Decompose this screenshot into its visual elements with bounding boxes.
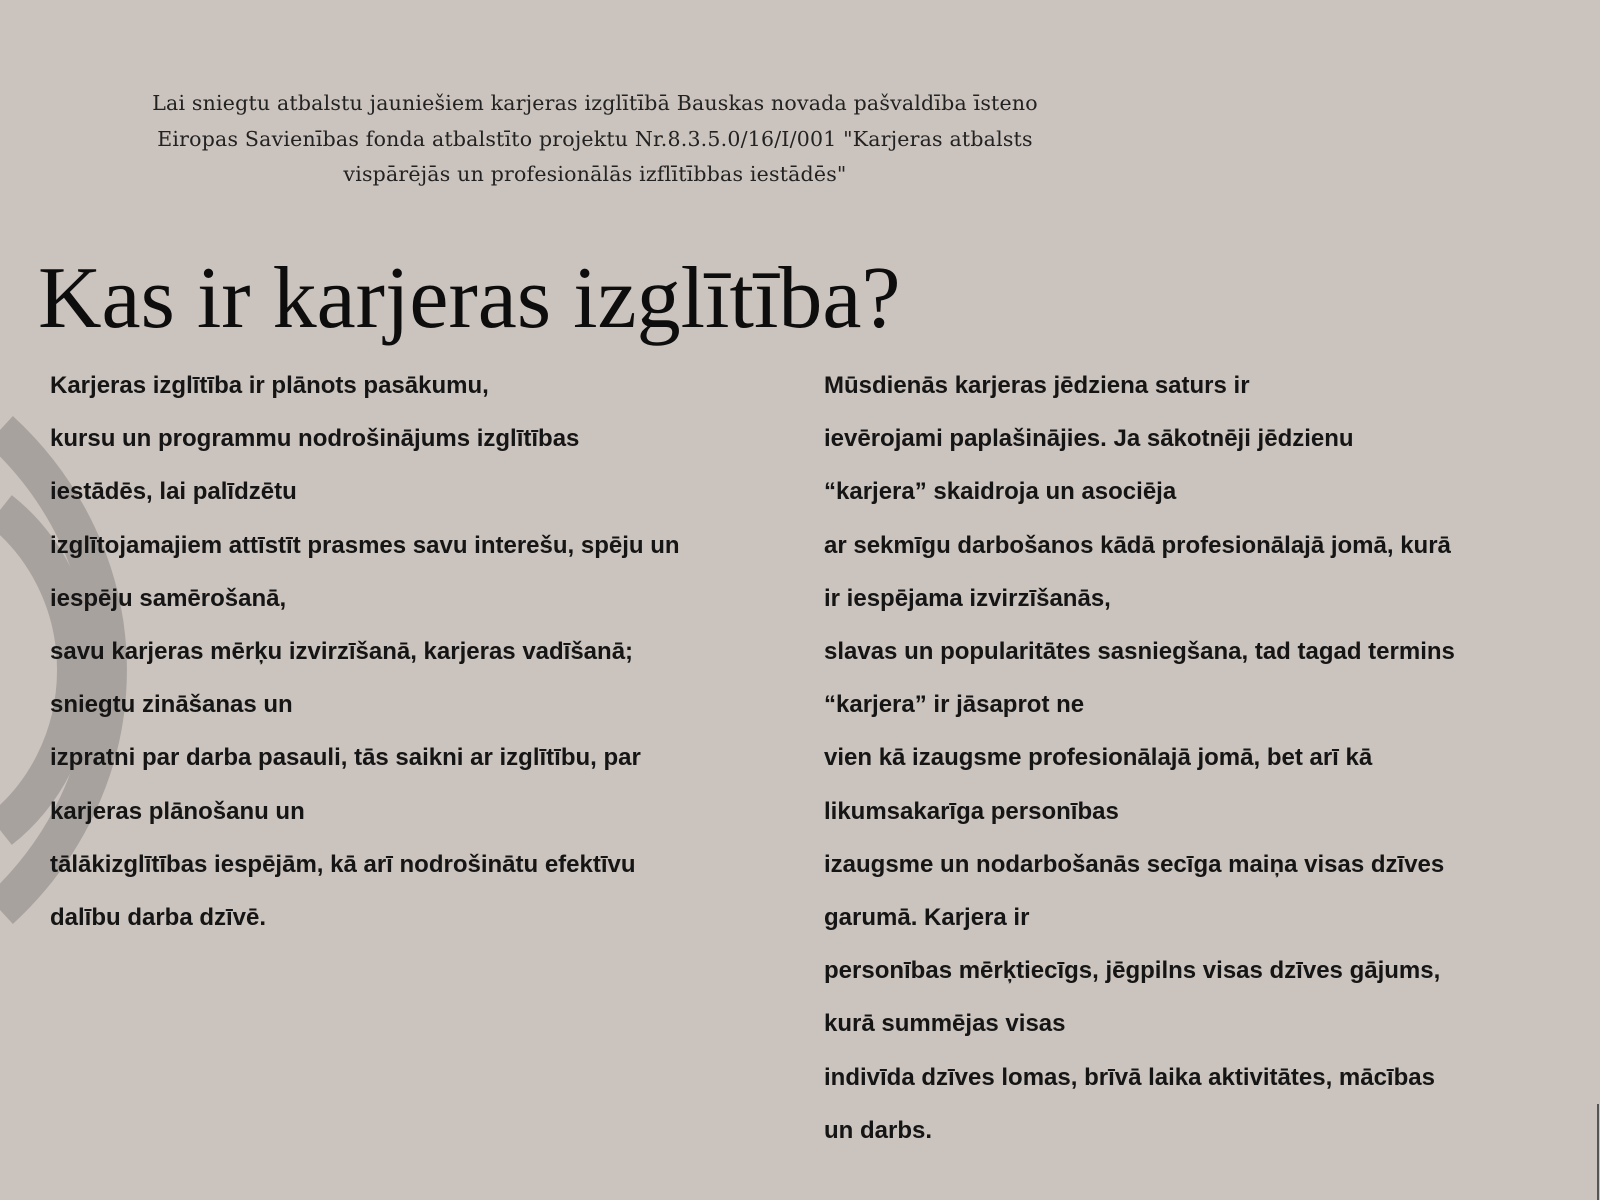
text-line: vien kā izaugsme profesionālajā jomā, bet arī kā: [824, 744, 1373, 772]
text-line: personības mērķtiecīgs, jēgpilns visas dzīves gājums,: [824, 957, 1441, 985]
right-text-column: [824, 359, 1569, 1157]
left-text-column: [50, 359, 790, 944]
text-line: ievērojami paplašinājies. Ja sākotnēji jēdzienu: [824, 425, 1354, 453]
page-title: Kas ir karjeras izglītība?: [38, 250, 901, 347]
text-line: Karjeras izglītība ir plānots pasākumu,: [50, 372, 489, 399]
text-line: izaugsme un nodarbošanās secīga maiņa visas dzīves: [824, 850, 1445, 878]
intro-line: Eiropas Savienības fonda atbalstīto projektu Nr.8.3.5.0/16/I/001 "Karjeras atbalsts: [157, 126, 1033, 151]
intro-line: Lai sniegtu atbalstu jauniešiem karjeras izglītībā Bauskas novada pašvaldība īsteno: [152, 91, 1038, 115]
text-line: savu karjeras mērķu izvirzīšanā, karjeras vadīšanā;: [50, 638, 634, 666]
text-line: sniegtu zināšanas un: [50, 691, 293, 719]
text-line: dalību darba dzīvē.: [50, 904, 267, 932]
text-line: kursu un programmu nodrošinājums izglītības: [50, 425, 580, 453]
intro-paragraph: [60, 86, 1130, 193]
text-line: iespēju samērošanā,: [50, 584, 287, 612]
text-line: “karjera” ir jāsaprot ne: [824, 691, 1085, 719]
edge-divider: [1597, 1104, 1599, 1200]
text-line: ar sekmīgu darbošanos kādā profesionālajā jomā, kurā: [824, 531, 1451, 559]
text-line: indivīda dzīves lomas, brīvā laika aktivitātes, mācības: [824, 1063, 1435, 1091]
text-line: likumsakarīga personības: [824, 797, 1119, 825]
text-line: iestādēs, lai palīdzētu: [50, 478, 297, 506]
text-line: kurā summējas visas: [824, 1010, 1066, 1038]
text-line: Mūsdienās karjeras jēdziena saturs ir: [824, 372, 1250, 399]
text-line: izpratni par darba pasauli, tās saikni ar izglītību, par: [50, 744, 641, 772]
text-line: “karjera” skaidroja un asociēja: [824, 478, 1177, 506]
text-line: slavas un popularitātes sasniegšana, tad tagad termins: [824, 638, 1455, 666]
text-line: un darbs.: [824, 1116, 933, 1144]
text-line: karjeras plānošanu un: [50, 797, 305, 825]
text-line: izglītojamajiem attīstīt prasmes savu interešu, spēju un: [50, 531, 680, 559]
intro-line: vispārējās un profesionālās izflītībbas iestādēs": [343, 162, 847, 186]
text-line: ir iespējama izvirzīšanās,: [824, 584, 1111, 612]
text-line: garumā. Karjera ir: [824, 904, 1030, 932]
text-line: tālākizglītības iespējām, kā arī nodrošinātu efektīvu: [50, 850, 636, 878]
